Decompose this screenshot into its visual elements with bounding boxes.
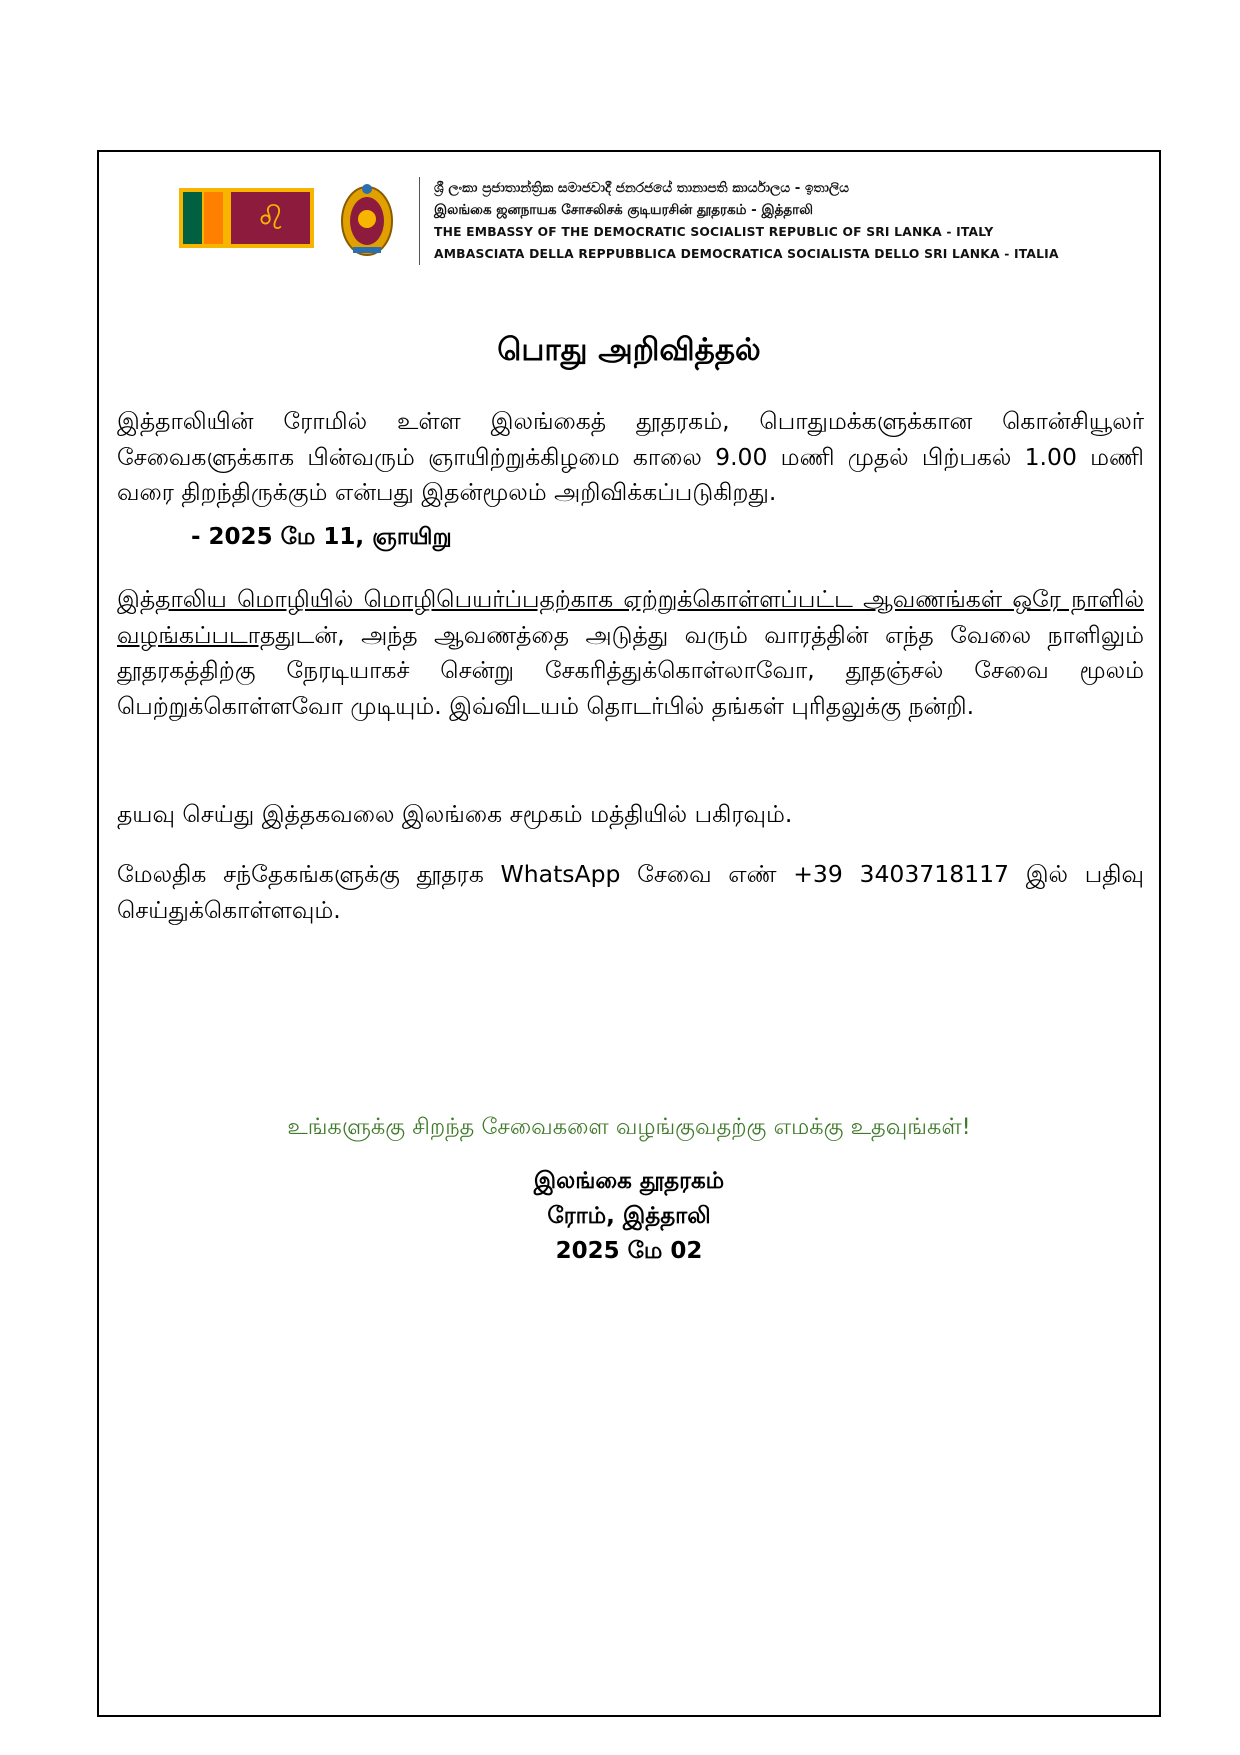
paragraph-opening-hours: இத்தாலியின் ரோமில் உள்ள இலங்கைத் தூதரகம், பொதுமக்களுக்கான கொன்சியூலர் சேவைகளுக்காக பின்வரும் ஞாயிற்றுக்கிழமை காலை 9.00 மணி முதல் பிற்பகல் 1.00 மணி வரை திறந்திருக்கும் என்பது இதன்மூலம் அறிவிக்கப்படுகிறது. <box>117 407 1144 506</box>
notice-title: பொது அறிவித்தல் <box>497 332 761 368</box>
paragraph-documents-rest: டன், அந்த ஆவணத்தை அடுத்து வரும் வாரத்தின் எந்த வேலை நாளிலும் தூதரகத்திற்கு நேரடியாகச் சென்று சேகரித்துக்கொள்லாவோ, தூதஞ்சல் சேவை மூலம் பெற்றுக்கொள்ளவோ முடியும். இவ்விடயம் தொடர்பில் தங்கள் புரிதலுக்கு நன்றி. <box>117 620 1144 720</box>
header-english: THE EMBASSY OF THE DEMOCRATIC SOCIALIST REPUBLIC OF SRI LANKA - ITALY <box>434 225 994 239</box>
sri-lanka-flag-icon: ♌ <box>179 188 314 248</box>
header-tamil: இலங்கை ஜனநாயக சோசலிசக் குடியரசின் தூதரகம் - இத்தாலி <box>434 202 813 218</box>
thanks-message: உங்களுக்கு சிறந்த சேவைகளை வழங்குவதற்கு எமக்கு உதவுங்கள்! <box>287 1114 971 1140</box>
signature-location: ரோம், இத்தாலி <box>547 1203 711 1229</box>
header-italian: AMBASCIATA DELLA REPPUBBLICA DEMOCRATICA SOCIALISTA DELLO SRI LANKA - ITALIA <box>434 247 1059 261</box>
paragraph-documents <box>117 582 1144 724</box>
header-sinhala: ශ්‍රී ලංකා ප්‍රජාතාන්ත්‍රික සමාජවාදී ජනරජයේ තානාපති කාර්යාලය - ඉතාලිය <box>434 180 849 196</box>
signature-embassy: இலங்கை தூதரகம் <box>533 1168 725 1194</box>
underlined-text: இத்தாலிய மொழியில் மொழிபெயர்ப்பதற்காக ஏற்றுக்கொள்ளப்பட்ட ஆவணங்கள் ஒரே நாளில் வழங்கப்படாதது <box>117 585 1144 649</box>
header-divider <box>419 177 420 265</box>
document-frame <box>97 150 1161 1717</box>
letterhead <box>179 177 1099 277</box>
open-date: - 2025 மே 11, ஞாயிறு <box>191 524 452 550</box>
sri-lanka-emblem-icon <box>339 181 395 259</box>
header-text <box>434 177 1114 265</box>
signature-date: 2025 மே 02 <box>555 1238 703 1264</box>
paragraph-whatsapp: மேலதிக சந்தேகங்களுக்கு தூதரக WhatsApp சேவை எண் +39 3403718117 இல் பதிவு செய்துக்கொள்ளவும். <box>117 860 1144 924</box>
paragraph-share: தயவு செய்து இத்தகவலை இலங்கை சமூகம் மத்தியில் பகிரவும். <box>117 800 793 828</box>
signature-block <box>99 1164 1159 1269</box>
